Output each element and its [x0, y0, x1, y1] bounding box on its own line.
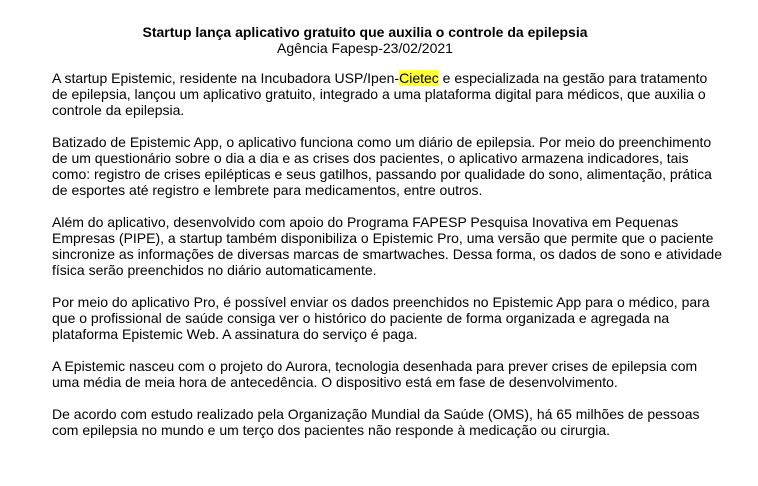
- article-byline: Agência Fapesp-23/02/2021: [277, 40, 453, 56]
- highlighted-text: Cietec: [399, 70, 439, 86]
- paragraph-3: Além do aplicativo, desenvolvido com apoio do Programa FAPESP Pesquisa Inovativa em Pequenas Empresas (PIPE), a startup também disponibiliza o Epistemic Pro, uma versão que permite que o paciente sincronize as informações de diversas marcas de smartwaches. Dessa forma, os dados de sono e atividade física serão preenchidos no diário automaticamente.: [52, 214, 722, 278]
- paragraph-1-end: e especializada na gestão para tratamento de epilepsia, lançou um aplicativo gratuito, integrado a uma plataforma digital para médicos, que auxilia o controle da epilepsia.: [52, 70, 708, 118]
- paragraph-5: A Epistemic nasceu com o projeto do Aurora, tecnologia desenhada para prever crises de epilepsia com uma média de meia hora de antecedência. O dispositivo está em fase de desenvolvimento.: [52, 358, 698, 390]
- article-header: [30, 24, 700, 56]
- paragraph-1: [52, 70, 724, 118]
- paragraph-2: Batizado de Epistemic App, o aplicativo funciona como um diário de epilepsia. Por meio do preenchimento de um questionário sobre o dia a dia e as crises dos pacientes, o aplicativo armazena indicadores, tais como: registro de crises epilépticas e seus gatilhos, passando por qualidade do sono, alimentação, prática de esportes até registro e lembrete para medicamentos, entre outros.: [52, 134, 712, 198]
- article-body: [52, 70, 724, 438]
- paragraph-4: Por meio do aplicativo Pro, é possível enviar os dados preenchidos no Epistemic App para o médico, para que o profissional de saúde consiga ver o histórico do paciente de forma organizada e agregada na plataforma Epistemic Web. A assinatura do serviço é paga.: [52, 294, 710, 342]
- article-title: Startup lança aplicativo gratuito que auxilia o controle da epilepsia: [142, 24, 588, 40]
- paragraph-1-start: A startup Epistemic, residente na Incubadora USP/Ipen-: [52, 70, 400, 86]
- paragraph-6: De acordo com estudo realizado pela Organização Mundial da Saúde (OMS), há 65 milhões de pessoas com epilepsia no mundo e um terço dos pacientes não responde à medicação ou cirurgia.: [52, 406, 700, 438]
